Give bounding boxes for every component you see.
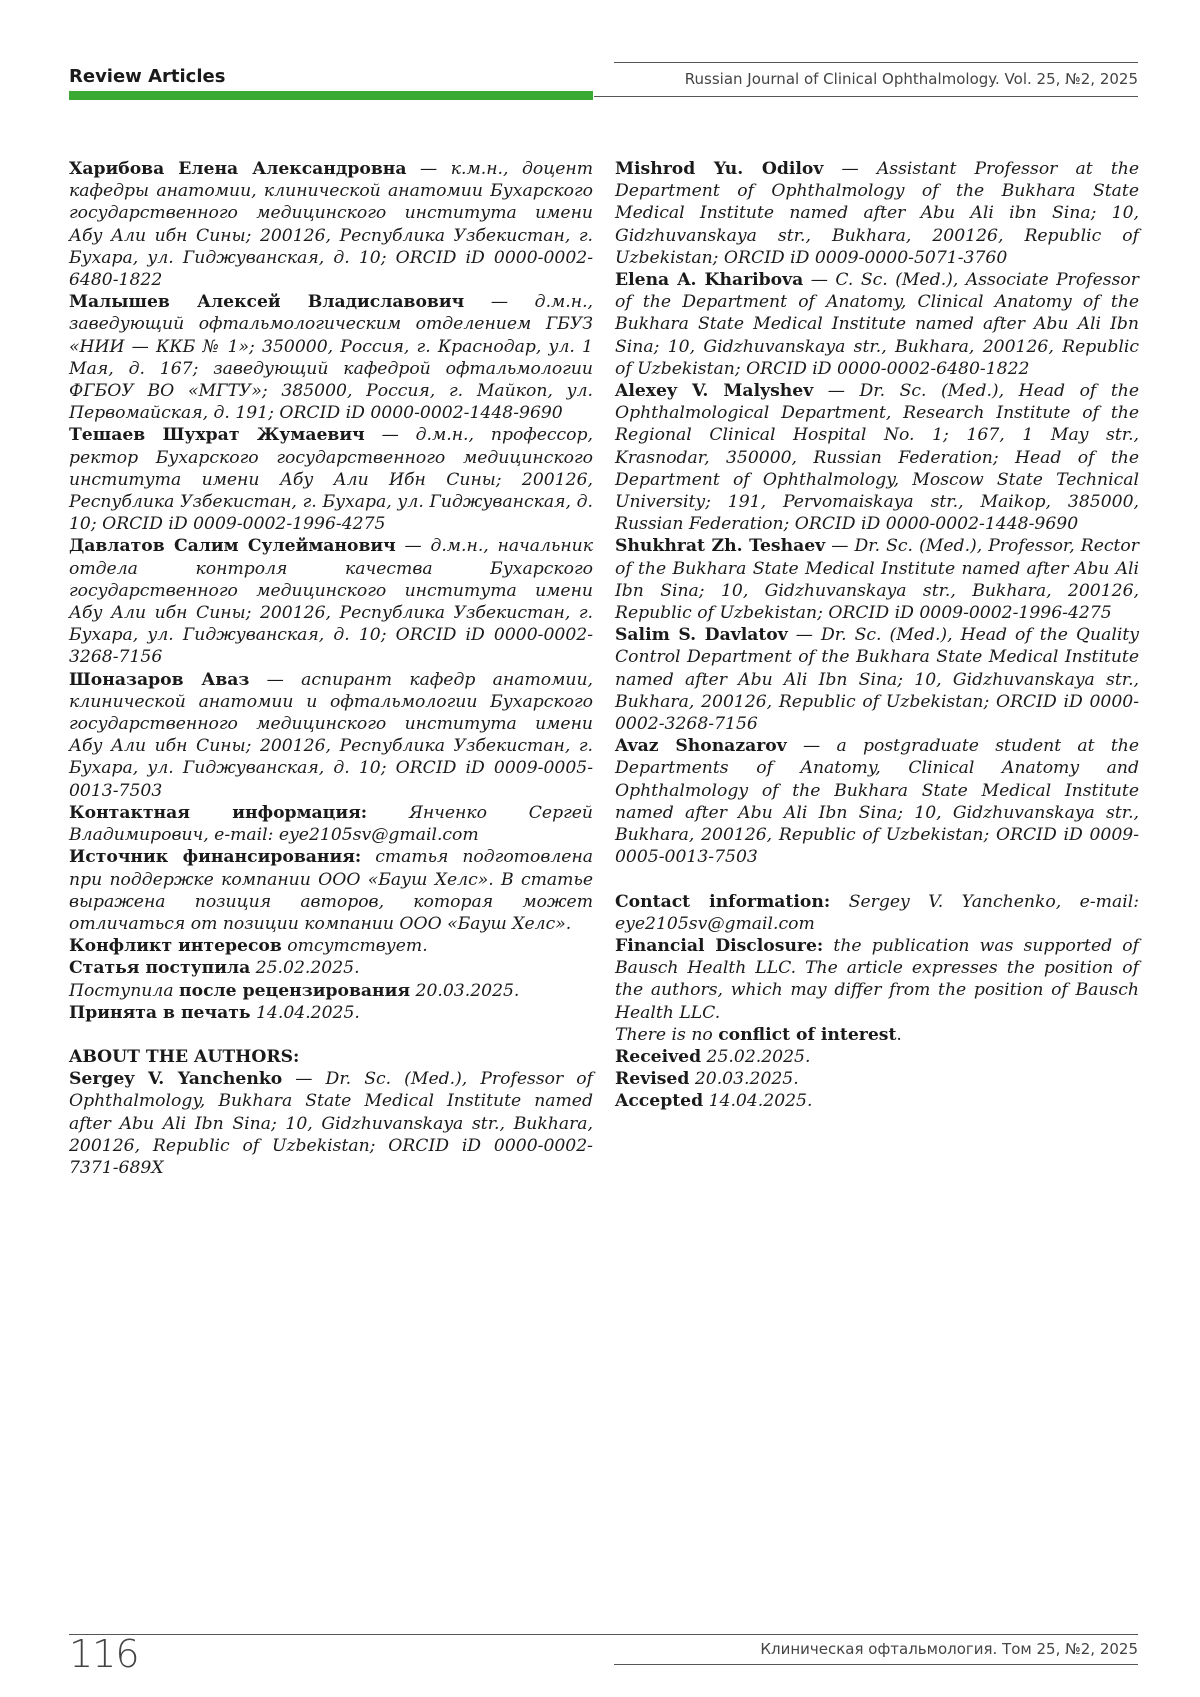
- author-entry: Alexey V. Malyshev — Dr. Sc. (Med.), Head of the Ophthalmological Department, Research Institute of the Regional Clinical Hospital No. 1; 167, 1 May str., Krasnodar, 350000, Russian Federation; Head of the Department of Ophthalmology, Moscow State Technical University; 191, Pervomaiskaya str., Maikop, 385000, Russian Federation; ORCID iD 0000-0002-1448-9690: [615, 380, 1139, 535]
- author-entry: Тешаев Шухрат Жумаевич — д.м.н., профессор, ректор Бухарского государственного медицинского института имени Абу Али Ибн Сины; 200126, Республика Узбекистан, г. Бухара, ул. Гиджуванская, д. 10; ORCID iD 0009-0002-1996-4275: [69, 424, 593, 535]
- funding-info: Financial Disclosure: the publication was supported of Bausch Health LLC. The article expresses the position of the authors, which may differ from the position of Bausch Health LLC.: [615, 935, 1139, 1024]
- about-authors-heading: ABOUT THE AUTHORS:: [69, 1046, 593, 1068]
- left-column: [69, 158, 593, 1179]
- accepted-date: Принята в печать 14.04.2025.: [69, 1002, 593, 1024]
- footer-rule: [69, 1634, 1138, 1635]
- contact-info: Контактная информация: Янченко Сергей Владимирович, e-mail: eye2105sv@gmail.com: [69, 802, 593, 846]
- funding-info: Источник финансирования: статья подготовлена при поддержке компании ООО «Бауш Хелс». В статье выражена позиция авторов, которая может отличаться от позиции компании ООО «Бауш Хелс».: [69, 846, 593, 935]
- section-accent-bar: [69, 91, 593, 100]
- section-title: Review Articles: [69, 66, 225, 87]
- author-entry: Elena A. Kharibova — C. Sc. (Med.), Associate Professor of the Department of Anatomy, Clinical Anatomy of the Bukhara State Medical Institute named after Abu Ali Ibn Sina; 10, Gidzhuvanskaya str., Bukhara, 200126, Republic of Uzbekistan; ORCID iD 0000-0002-6480-1822: [615, 269, 1139, 380]
- author-entry: Давлатов Салим Сулейманович — д.м.н., начальник отдела контроля качества Бухарского государственного медицинского института имени Абу Али ибн Сины; 200126, Республика Узбекистан, г. Бухара, ул. Гиджуванская, д. 10; ORCID iD 0000-0002-3268-7156: [69, 535, 593, 668]
- author-entry: Малышев Алексей Владиславович — д.м.н., заведующий офтальмологическим отделением ГБУЗ «НИИ — ККБ № 1»; 350000, Россия, г. Краснодар, ул. 1 Мая, д. 167; заведующий кафедрой офтальмологии ФГБОУ ВО «МГТУ»; 385000, Россия, г. Майкоп, ул. Первомайская, д. 191; ORCID iD 0000-0002-1448-9690: [69, 291, 593, 424]
- header-rule-top: [614, 62, 1138, 63]
- footer-rule-bottom: [614, 1664, 1138, 1665]
- author-entry: Shukhrat Zh. Teshaev — Dr. Sc. (Med.), Professor, Rector of the Bukhara State Medical Institute named after Abu Ali Ibn Sina; 10, Gidzhuvanskaya str., Bukhara, 200126, Republic of Uzbekistan; ORCID iD 0009-0002-1996-4275: [615, 535, 1139, 624]
- header-rule-bottom: [594, 96, 1138, 97]
- footer-journal-title: Клиническая офтальмология. Том 25, №2, 2025: [614, 1640, 1138, 1658]
- journal-title: Russian Journal of Clinical Ophthalmology. Vol. 25, №2, 2025: [614, 70, 1138, 88]
- author-entry: Avaz Shonazarov — a postgraduate student at the Departments of Anatomy, Clinical Anatomy and Ophthalmology of the Bukhara State Medical Institute named after Abu Ali Ibn Sina; 10, Gidzhuvanskaya str., Bukhara, 200126, Republic of Uzbekistan; ORCID iD 0009-0005-0013-7503: [615, 735, 1139, 868]
- received-date: Статья поступила 25.02.2025.: [69, 957, 593, 979]
- right-column: [615, 158, 1139, 1113]
- received-date: Received 25.02.2025.: [615, 1046, 1139, 1068]
- author-entry: Шоназаров Аваз — аспирант кафедр анатомии, клинической анатомии и офтальмологии Бухарского государственного медицинского института имени Абу Али ибн Сины; 200126, Республика Узбекистан, г. Бухара, ул. Гиджуванская, д. 10; ORCID iD 0009-0005-0013-7503: [69, 669, 593, 802]
- contact-info: Contact information: Sergey V. Yanchenko, e-mail: eye2105sv@gmail.com: [615, 891, 1139, 935]
- page-number: 116: [69, 1632, 139, 1676]
- accepted-date: Accepted 14.04.2025.: [615, 1090, 1139, 1112]
- author-entry: Mishrod Yu. Odilov — Assistant Professor at the Department of Ophthalmology of the Bukhara State Medical Institute named after Abu Ali ibn Sina; 10, Gidzhuvanskaya str., Bukhara, 200126, Republic of Uzbekistan; ORCID iD 0009-0000-5071-3760: [615, 158, 1139, 269]
- conflict-info: Конфликт интересов отсутствует.: [69, 935, 593, 957]
- author-entry: Salim S. Davlatov — Dr. Sc. (Med.), Head of the Quality Control Department of the Bukhara State Medical Institute named after Abu Ali Ibn Sina; 10, Gidzhuvanskaya str., Bukhara, 200126, Republic of Uzbekistan; ORCID iD 0000-0002-3268-7156: [615, 624, 1139, 735]
- author-entry: Харибова Елена Александровна — к.м.н., доцент кафедры анатомии, клинической анатомии Бухарского государственного медицинского института имени Абу Али ибн Сины; 200126, Республика Узбекистан, г. Бухара, ул. Гиджуванская, д. 10; ORCID iD 0000-0002-6480-1822: [69, 158, 593, 291]
- conflict-info: There is no conflict of interest.: [615, 1024, 1139, 1046]
- author-entry: Sergey V. Yanchenko — Dr. Sc. (Med.), Professor of Ophthalmology, Bukhara State Medical Institute named after Abu Ali Ibn Sina; 10, Gidzhuvanskaya str., Bukhara, 200126, Republic of Uzbekistan; ORCID iD 0000-0002-7371-689X: [69, 1068, 593, 1179]
- revised-date: Revised 20.03.2025.: [615, 1068, 1139, 1090]
- revised-date: Поступила после рецензирования 20.03.2025.: [69, 980, 593, 1002]
